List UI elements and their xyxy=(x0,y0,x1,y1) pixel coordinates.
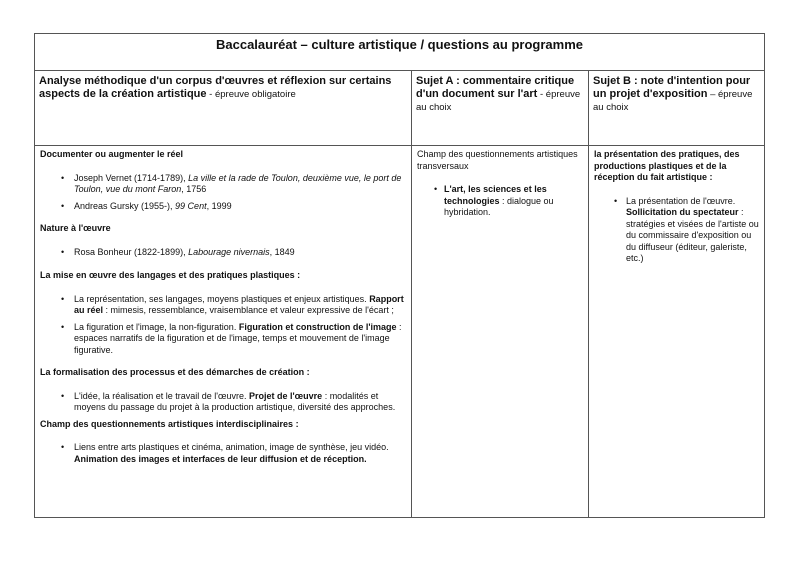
item-text: La présentation de l'œuvre. xyxy=(626,195,736,206)
section-heading: Documenter ou augmenter le réel xyxy=(40,149,184,159)
item-text: Liens entre arts plastiques et cinéma, animation, image de synthèse, jeu vidéo. xyxy=(74,442,389,452)
list-item xyxy=(417,184,584,219)
section-heading: La formalisation des processus et des démarches de création : xyxy=(40,367,310,377)
item-text: : modalités et moyens du passage du projet à la production artistique, diversité des approches. xyxy=(74,390,396,412)
program-table xyxy=(34,33,765,518)
item-title: Labourage nivernais xyxy=(188,246,270,257)
item-title: 99 Cent xyxy=(175,200,207,211)
header-obligatory-note: - épreuve obligatoire xyxy=(206,89,296,100)
item-emphasis: L'art, les sciences et les technologies xyxy=(444,184,547,206)
list xyxy=(40,247,407,259)
section-heading: Nature à l'œuvre xyxy=(40,223,111,233)
header-sujet-a-title: Sujet A : commentaire critique d'un document sur l'art xyxy=(416,75,575,100)
list xyxy=(40,391,407,414)
item-emphasis: Sollicitation du spectateur xyxy=(626,207,739,217)
content-obligatory xyxy=(35,146,412,518)
list xyxy=(594,196,760,265)
header-sujet-b-note: – épreuve au choix xyxy=(593,89,753,113)
item-emphasis: Figuration et construction de l'image xyxy=(238,321,397,332)
list-item xyxy=(594,196,760,265)
list-item xyxy=(40,201,407,213)
item-text: La représentation, ses langages, moyens plastiques et enjeux artistiques. xyxy=(74,293,370,304)
list xyxy=(40,173,407,213)
page-title: Baccalauréat – culture artistique / questions au programme xyxy=(215,37,583,52)
item-emphasis: Animation des images et interfaces de leur diffusion et de réception. xyxy=(74,453,367,464)
list-item xyxy=(40,442,407,465)
section-heading: Champ des questionnements artistiques interdisciplinaires : xyxy=(40,418,299,429)
item-emphasis: Rapport au réel xyxy=(74,293,404,315)
list xyxy=(417,184,584,219)
header-sujet-b-title: Sujet B : note d'intention pour un projet d'exposition xyxy=(593,75,751,100)
section-heading: la présentation des pratiques, des productions plastiques et de la réception du fait artistique : xyxy=(594,149,740,182)
item-text: La figuration et l'image, la non-figuration. xyxy=(74,321,239,332)
item-text: : mimesis, ressemblance, vraisemblance et valeur expressive de l'écart ; xyxy=(103,305,394,315)
item-text: Joseph Vernet (1714-1789), xyxy=(74,172,189,183)
item-title: La ville et la rade de Toulon, deuxième vue, le port de Toulon, vue du mont Faron xyxy=(74,172,402,194)
item-text: : espaces narratifs de la figuration et de l'image, temps et mouvement de l'image figurative. xyxy=(74,321,402,355)
list xyxy=(40,294,407,357)
item-text: : dialogue ou hybridation. xyxy=(444,195,554,217)
table-title-cell xyxy=(35,34,765,71)
list-item xyxy=(40,391,407,414)
item-text: , 1999 xyxy=(206,200,232,211)
list-item xyxy=(40,294,407,317)
header-sujet-a xyxy=(412,71,589,146)
list-item xyxy=(40,322,407,357)
item-text: , 1756 xyxy=(181,184,207,194)
item-text: Rosa Bonheur (1822-1899), xyxy=(74,246,189,257)
item-text: : stratégies et visées de l'artiste ou du commissaire d'exposition ou du diffuseur (éditeur, galeriste, etc.) xyxy=(626,207,759,263)
header-obligatory-title: Analyse méthodique d'un corpus d'œuvres et réflexion sur certains aspects de la création artistique xyxy=(39,75,392,100)
list-item xyxy=(40,247,407,259)
item-text: L'idée, la réalisation et le travail de l'œuvre. xyxy=(74,390,250,401)
content-sujet-a xyxy=(412,146,589,518)
section-heading: Champ des questionnements artistiques transversaux xyxy=(417,149,578,171)
item-text: , 1849 xyxy=(269,246,295,257)
section-heading: La mise en œuvre des langages et des pratiques plastiques : xyxy=(40,270,301,280)
list xyxy=(40,442,407,465)
header-sujet-a-note: - épreuve au choix xyxy=(416,89,581,113)
header-sujet-b xyxy=(589,71,765,146)
item-emphasis: Projet de l'œuvre xyxy=(249,390,323,401)
item-text: Andreas Gursky (1955-), xyxy=(74,200,176,211)
content-sujet-b xyxy=(589,146,765,518)
list-item xyxy=(40,173,407,196)
header-obligatory xyxy=(35,71,412,146)
